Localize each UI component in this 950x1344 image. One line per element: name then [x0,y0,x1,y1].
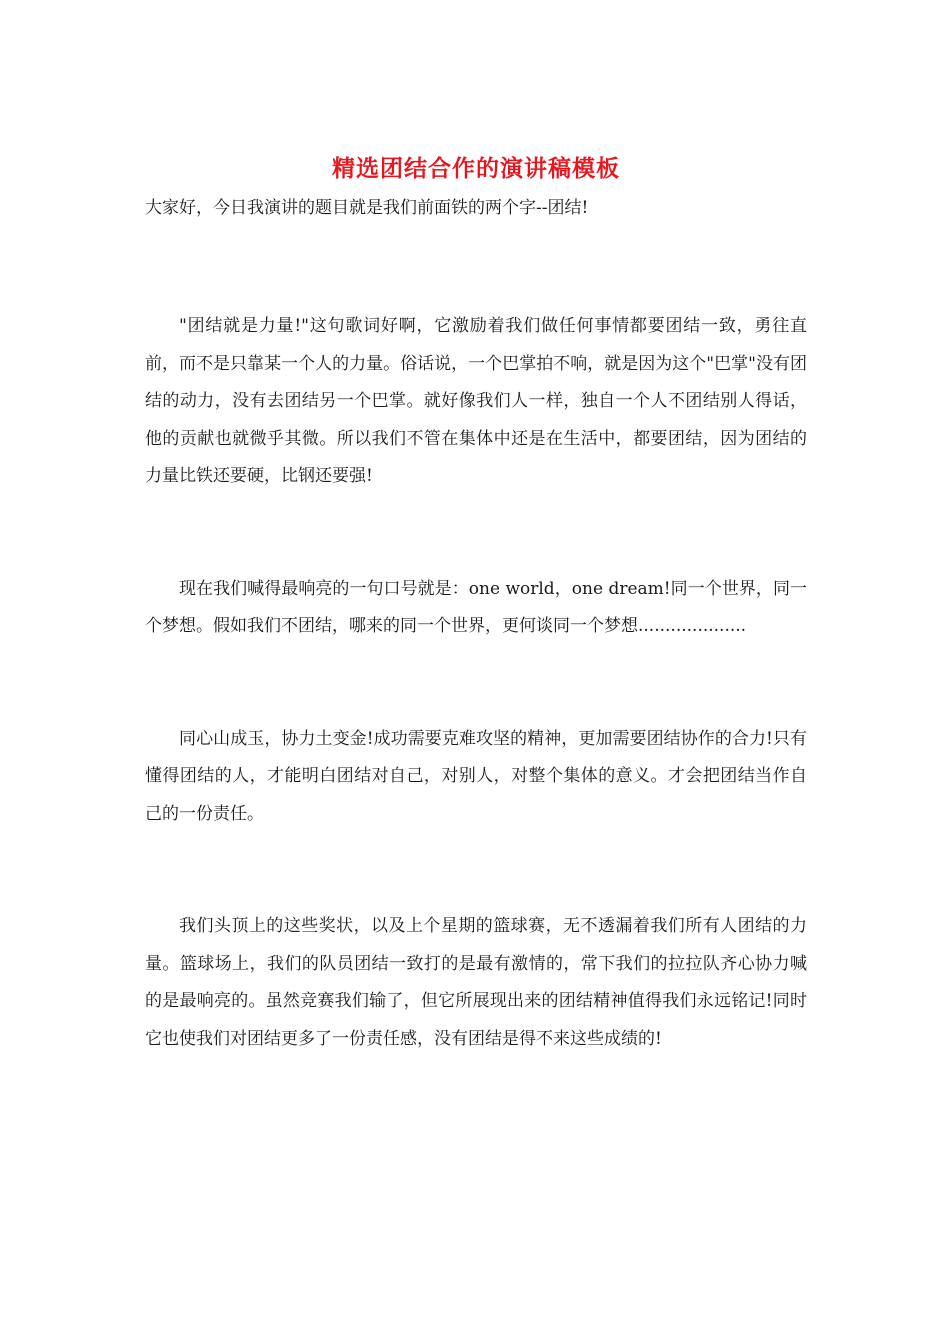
document-page [145,150,807,1058]
paragraph-4: 我们头顶上的这些奖状，以及上个星期的篮球赛，无不透漏着我们所有人团结的力量。篮球场上，我们的队员团结一致打的是最有激情的，常下我们的拉拉队齐心协力喊的是最响亮的。虽然竞赛我们输了，但它所展现出来的团结精神值得我们永远铭记!同时它也使我们对团结更多了一份责任感，没有团结是得不来这些成绩的! [145,916,807,1049]
document-title: 精选团结合作的演讲稿模板 [332,155,620,182]
paragraph-1: "团结就是力量!"这句歌词好啊，它激励着我们做任何事情都要团结一致，勇往直前，而不是只靠某一个人的力量。俗话说，一个巴掌拍不响，就是因为这个"巴掌"没有团结的动力，没有去团结另一个巴掌。就好像我们人一样，独自一个人不团结别人得话，他的贡献也就微乎其微。所以我们不管在集体中还是在生活中，都要团结，因为团结的力量比铁还要硬，比钢还要强! [145,316,807,486]
paragraph-3: 同心山成玉，协力土变金!成功需要克难攻坚的精神，更加需要团结协作的合力!只有懂得团结的人，才能明白团结对自己，对别人，对整个集体的意义。才会把团结当作自己的一份责任。 [145,728,807,824]
paragraph-2: 现在我们喊得最响亮的一句口号就是：one world，one dream!同一个世界，同一个梦想。假如我们不团结，哪来的同一个世界，更何谈同一个梦想.................... [145,578,807,636]
greeting-line: 大家好，今日我演讲的题目就是我们前面铁的两个字--团结! [145,198,589,218]
